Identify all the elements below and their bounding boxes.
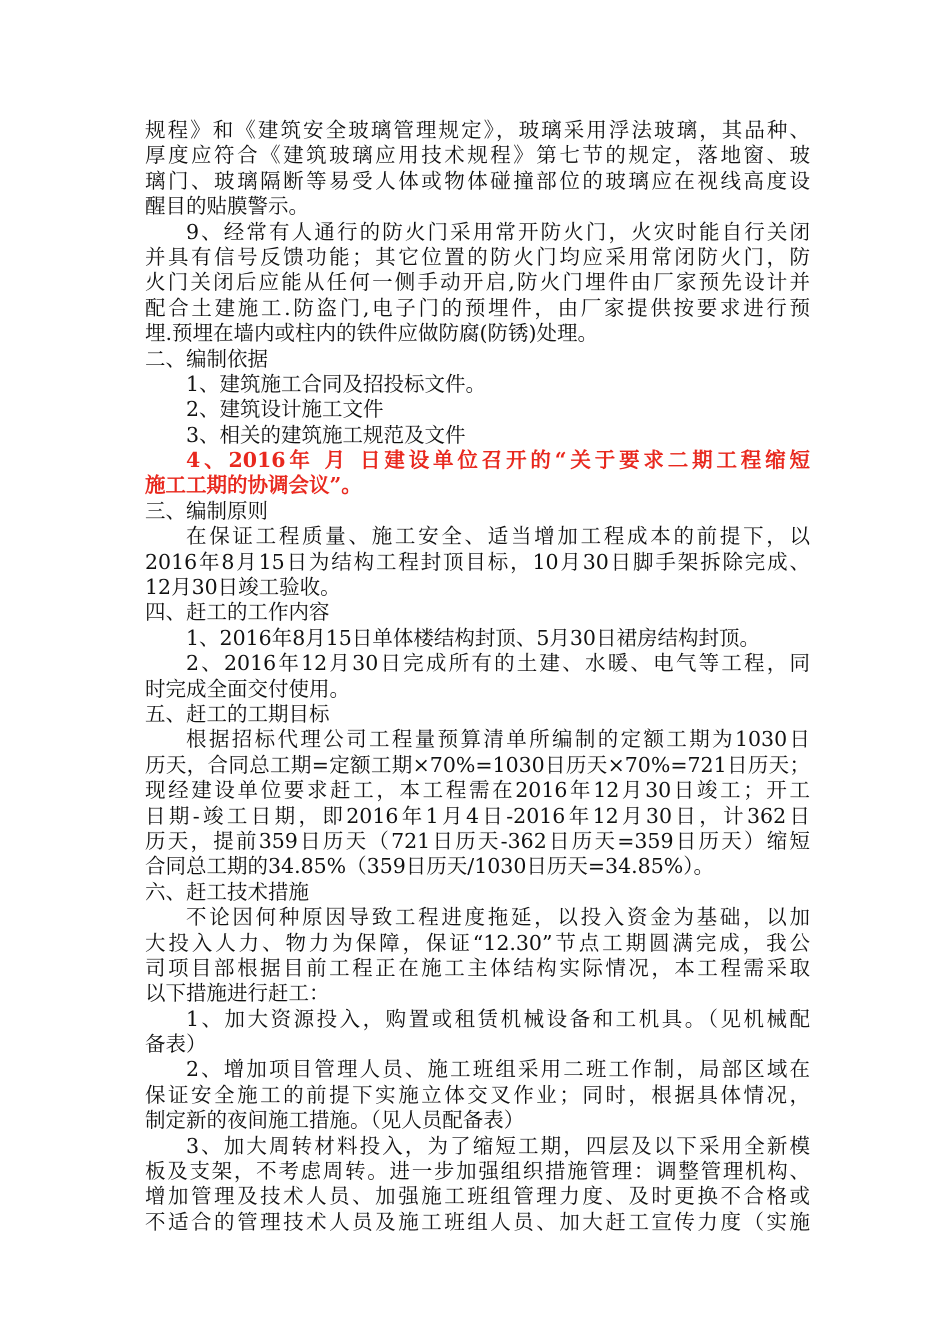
text-line: 四、赶工的工作内容 [145, 600, 330, 625]
text-line: 2、2016年12月30日完成所有的土建、水暖、电气等工程，同 [186, 651, 810, 676]
text-line: 板及支架，不考虑周转。进一步加强组织措施管理：调整管理机构、 [145, 1159, 810, 1184]
text-line: 3、加大周转材料投入，为了缩短工期，四层及以下采用全新模 [186, 1133, 810, 1158]
text-line: 保证安全施工的前提下实施立体交叉作业；同时，根据具体情况， [145, 1082, 810, 1107]
text-line: 五、赶工的工期目标 [145, 701, 330, 726]
text-line: 增加管理及技术人员、加强施工班组管理力度、及时更换不合格或 [145, 1184, 810, 1209]
text-line: 配合土建施工.防盗门,电子门的预埋件，由厂家提供按要求进行预 [145, 295, 810, 320]
text-line: 埋.预埋在墙内或柱内的铁件应做防腐(防锈)处理。 [145, 321, 599, 346]
text-line: 规程》和《建筑安全玻璃管理规定》，玻璃采用浮法玻璃，其品种、 [145, 118, 810, 142]
text-line: 3、相关的建筑施工规范及文件 [186, 422, 466, 447]
text-line: 历天，提前359日历天（721日历天-362日历天=359日历天）缩短 [145, 828, 810, 853]
text-line: 六、赶工技术措施 [145, 879, 309, 904]
text-line: 1、建筑施工合同及招投标文件。 [186, 371, 487, 396]
text-line: 1、2016年8月15日单体楼结构封顶、5月30日裙房结构封顶。 [186, 625, 760, 650]
text-line: 在保证工程质量、施工安全、适当增加工程成本的前提下，以 [186, 524, 810, 549]
text-line: 不论因何种原因导致工程进度拖延，以投入资金为基础，以加 [186, 905, 810, 930]
text-line: 厚度应符合《建筑玻璃应用技术规程》第七节的规定，落地窗、玻 [145, 143, 810, 168]
text-line: 备表） [145, 1032, 207, 1057]
text-line: 日期-竣工日期，即2016年1月4日-2016年12月30日，计362日 [145, 803, 810, 828]
text-line: 司项目部根据目前工程正在施工主体结构实际情况，本工程需采取 [145, 955, 810, 980]
text-line: 火门关闭后应能从任何一侧手动开启,防火门埋件由厂家预先设计并 [145, 270, 810, 295]
text-line: 并具有信号反馈功能；其它位置的防火门均应采用常闭防火门，防 [145, 244, 810, 269]
text-line: 1、加大资源投入，购置或租赁机械设备和工机具。（见机械配 [186, 1006, 810, 1031]
text-line: 璃门、玻璃隔断等易受人体或物体碰撞部位的玻璃应在视线高度设 [145, 168, 810, 193]
highlighted-text-line: 施工工期的协调会议”。 [145, 473, 362, 498]
text-line: 2、增加项目管理人员、施工班组采用二班工作制，局部区域在 [186, 1057, 810, 1082]
text-line: 制定新的夜间施工措施。（见人员配备表） [145, 1108, 525, 1133]
text-line: 合同总工期的34.85%（359日历天/1030日历天=34.85%）。 [145, 854, 714, 879]
text-line: 时完成全面交付使用。 [145, 676, 350, 701]
text-line: 不适合的管理技术人员及施工班组人员、加大赶工宣传力度（实施 [145, 1209, 810, 1234]
text-line: 根据招标代理公司工程量预算清单所编制的定额工期为1030日 [186, 727, 810, 752]
text-line: 以下措施进行赶工： [145, 981, 330, 1006]
text-line: 现经建设单位要求赶工，本工程需在2016年12月30日竣工；开工 [145, 778, 810, 803]
text-line: 12月30日竣工验收。 [145, 575, 341, 600]
text-line: 大投入人力、物力为保障，保证“12.30”节点工期圆满完成，我公 [145, 930, 810, 955]
document-page [145, 118, 810, 1235]
text-line: 历天，合同总工期=定额工期×70%=1030日历天×70%=721日历天； [145, 752, 810, 777]
highlighted-text-line: 4、2016年 月 日建设单位召开的“关于要求二期工程缩短 [186, 448, 810, 473]
text-line: 二、编制依据 [145, 346, 268, 371]
text-line: 2016年8月15日为结构工程封顶目标，10月30日脚手架拆除完成、 [145, 549, 810, 574]
text-line: 醒目的贴膜警示。 [145, 194, 309, 219]
text-line: 9、经常有人通行的防火门采用常开防火门，火灾时能自行关闭 [186, 219, 810, 244]
text-line: 三、编制原则 [145, 498, 268, 523]
text-line: 2、建筑设计施工文件 [186, 397, 384, 422]
